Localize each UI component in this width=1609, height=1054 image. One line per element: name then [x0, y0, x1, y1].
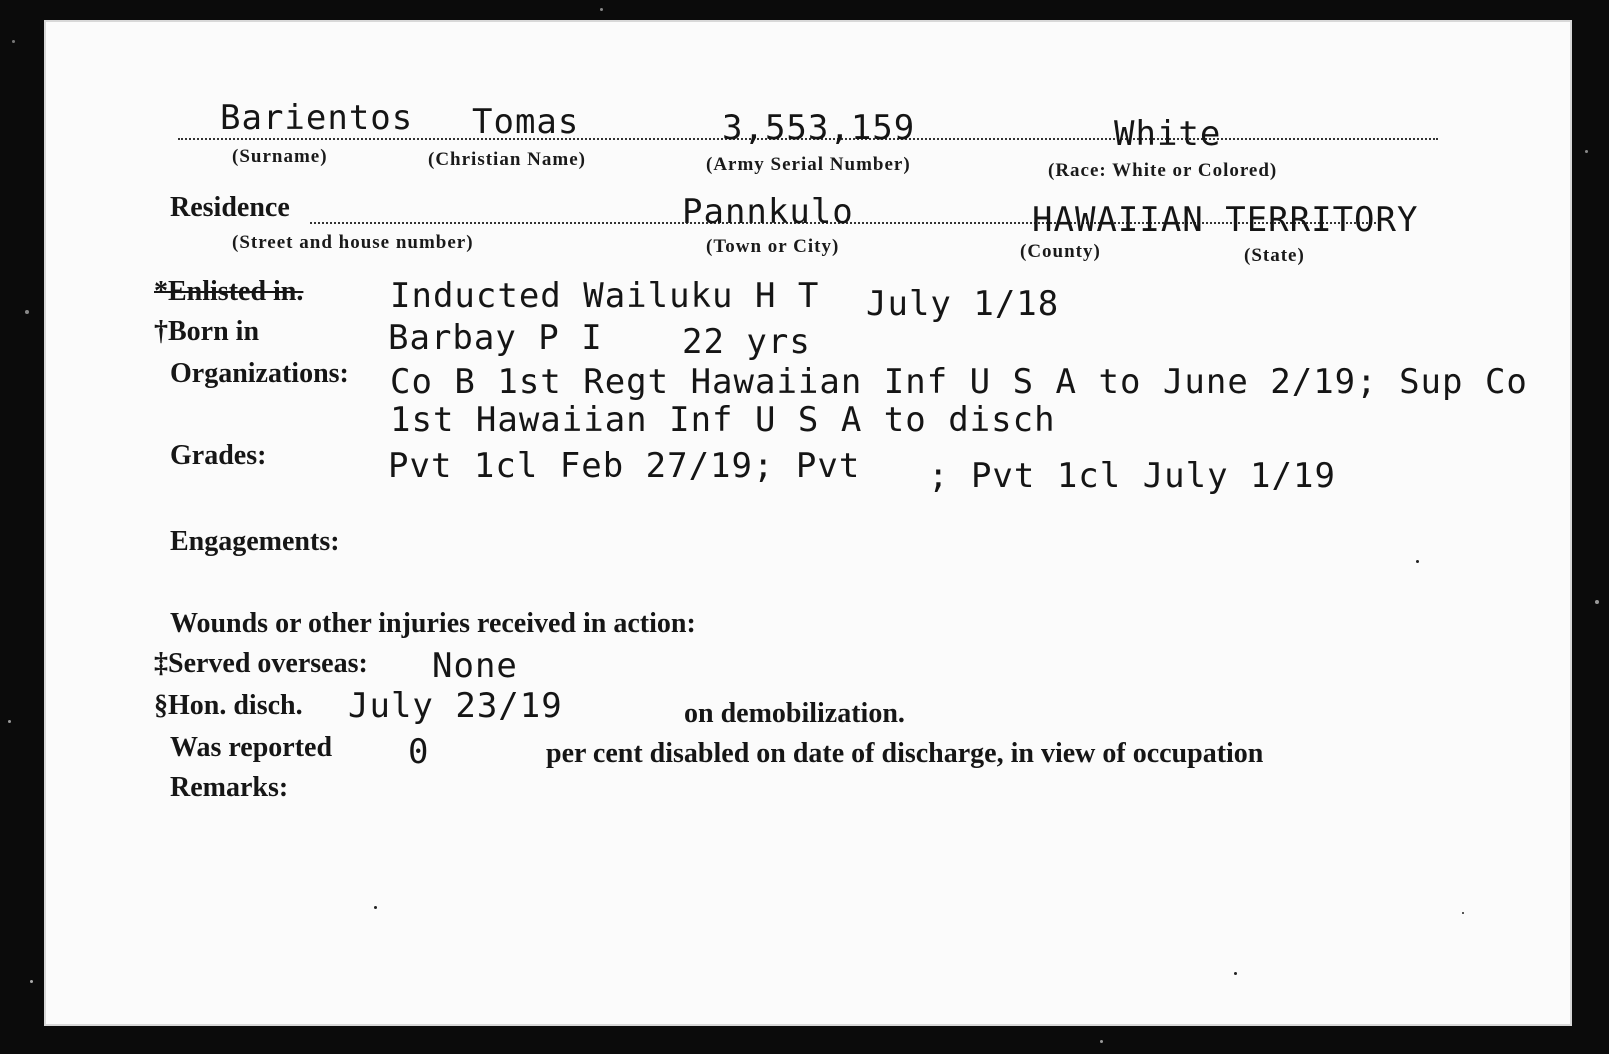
disabled-suffix: per cent disabled on date of discharge, in view of occupation	[546, 738, 1264, 769]
scan-speck	[1595, 600, 1599, 604]
scan-speck	[8, 720, 11, 723]
reported-label: Was reported	[170, 732, 333, 763]
card-speck	[1234, 972, 1237, 975]
card-speck	[1462, 912, 1464, 914]
state-value: HAWAIIAN TERRITORY	[1032, 200, 1419, 240]
race-caption: (Race: White or Colored)	[1048, 160, 1278, 181]
surname-caption: (Surname)	[232, 146, 328, 167]
enlisted-label: *Enlisted in.	[154, 276, 304, 307]
card-speck	[374, 906, 377, 909]
organizations-line-1: Co B 1st Regt Hawaiian Inf U S A to June 2/19; Sup Co	[390, 362, 1528, 402]
scan-speck	[30, 980, 33, 983]
enlisted-date: July 1/18	[866, 284, 1060, 324]
christian-name-value: Tomas	[472, 102, 580, 142]
organizations-label: Organizations:	[170, 358, 349, 389]
town-caption: (Town or City)	[706, 236, 840, 257]
grades-part-2: ; Pvt 1cl July 1/19	[928, 456, 1336, 496]
serial-number-value: 3,553,159	[722, 108, 916, 148]
christian-name-caption: (Christian Name)	[428, 149, 586, 170]
grades-label: Grades:	[170, 440, 267, 471]
scan-speck	[25, 310, 29, 314]
remarks-label: Remarks:	[170, 772, 289, 803]
born-label: †Born in	[154, 316, 260, 347]
scan-speck	[1585, 150, 1588, 153]
scan-speck	[600, 8, 603, 11]
residence-label: Residence	[170, 192, 290, 223]
discharge-suffix: on demobilization.	[684, 698, 905, 729]
town-value: Pannkulo	[682, 192, 854, 232]
organizations-line-2: 1st Hawaiian Inf U S A to disch	[390, 400, 1056, 440]
street-caption: (Street and house number)	[232, 232, 474, 253]
card-speck	[1416, 560, 1419, 563]
wounds-label: Wounds or other injuries received in action:	[170, 608, 696, 639]
race-value: White	[1114, 114, 1222, 154]
state-caption: (State)	[1244, 245, 1305, 266]
county-caption: (County)	[1020, 241, 1101, 262]
surname-value: Barientos	[220, 98, 414, 138]
scan-speck	[12, 40, 15, 43]
disabled-percent-value: 0	[408, 732, 430, 772]
age-value: 22 yrs	[682, 322, 811, 362]
record-card	[44, 20, 1572, 1026]
discharge-date: July 23/19	[348, 686, 563, 726]
grades-part-1: Pvt 1cl Feb 27/19; Pvt	[388, 446, 861, 486]
scan-speck	[1100, 1040, 1103, 1043]
served-overseas-label: ‡Served overseas:	[154, 648, 368, 679]
served-overseas-value: None	[432, 646, 518, 686]
engagements-label: Engagements:	[170, 526, 340, 557]
discharge-label: §Hon. disch.	[154, 690, 303, 721]
born-value: Barbay P I	[388, 318, 603, 358]
serial-number-caption: (Army Serial Number)	[706, 154, 911, 175]
enlisted-value: Inducted Wailuku H T	[390, 276, 820, 316]
